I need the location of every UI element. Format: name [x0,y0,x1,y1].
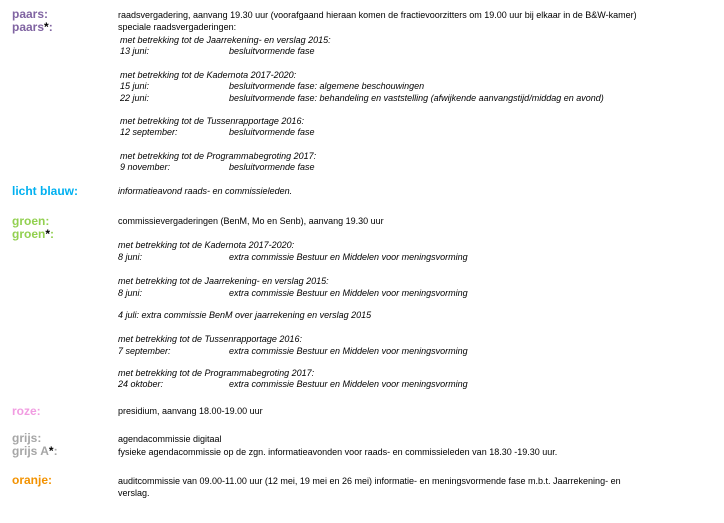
roze-text: presidium, aanvang 18.00-19.00 uur [118,406,263,416]
asterisk-mark: * [44,20,49,34]
groen-desc: extra commissie Bestuur en Middelen voor meningsvorming [229,288,468,298]
label-groen-star-text: groen [12,227,46,241]
groen-heading-kadernota: met betrekking tot de Kadernota 2017-2020: [118,240,295,250]
groen-desc: extra commissie Bestuur en Middelen voor meningsvorming [229,252,468,262]
paars-heading-kadernota: met betrekking tot de Kadernota 2017-2020: [120,70,297,80]
paars-line-2: speciale raadsvergaderingen: [118,22,237,32]
groen-heading-jaarrekening: met betrekking tot de Jaarrekening- en verslag 2015: [118,276,329,286]
oranje-line-2: verslag. [118,488,150,498]
groen-extra-commissie-4-juli: 4 juli: extra commissie BenM over jaarrekening en verslag 2015 [118,310,372,320]
paars-date: 15 juni: [120,81,150,91]
paars-heading-jaarrekening: met betrekking tot de Jaarrekening- en verslag 2015: [120,35,331,45]
groen-date: 8 juni: [118,252,143,262]
groen-desc: extra commissie Bestuur en Middelen voor meningsvorming [229,379,468,389]
label-groen-text: groen: [12,214,50,228]
label-grijs-a-colon: : [53,444,58,458]
label-licht-blauw [12,185,78,198]
grijs-line-2: fysieke agendacommissie op de zgn. informatieavonden voor raads- en commissieleden van 18.30 -19.30 uur. [118,447,558,457]
licht-blauw-text: informatieavond raads- en commissieleden. [118,186,293,196]
label-oranje-text: oranje: [12,473,53,487]
groen-date: 24 oktober: [118,379,164,389]
label-oranje [12,474,52,487]
oranje-line-1: auditcommissie van 09.00-11.00 uur (12 mei, 19 mei en 26 mei) informatie- en meningsvormende fase m.b.t. Jaarrekening- en [118,476,621,486]
groen-heading-programmabegroting: met betrekking tot de Programmabegroting 2017: [118,368,315,378]
paars-desc: besluitvormende fase: algemene beschouwingen [229,81,425,91]
label-paars-star [12,21,53,34]
groen-line-1: commissievergaderingen (BenM, Mo en Senb), aanvang 19.30 uur [118,216,384,226]
paars-desc: besluitvormende fase: behandeling en vaststelling (afwijkende aanvangstijd/middag en avond) [229,93,604,103]
paars-heading-tussenrapportage: met betrekking tot de Tussenrapportage 2016: [120,116,304,126]
paars-line-1: raadsvergadering, aanvang 19.30 uur (voorafgaand hieraan komen de fractievoorzitters om 19.00 uur bij elkaar in de B&W-kamer) [118,10,637,20]
grijs-line-1: agendacommissie digitaal [118,434,222,444]
label-licht-blauw-text: licht blauw: [12,184,78,198]
label-grijs-a [12,445,58,458]
label-groen-star [12,228,54,241]
label-grijs-text: grijs: [12,431,42,445]
paars-desc: besluitvormende fase [229,46,315,56]
label-roze [12,405,41,418]
label-groen-star-colon: : [50,227,55,241]
paars-date: 12 september: [120,127,178,137]
groen-date: 7 september: [118,346,171,356]
asterisk-mark: * [45,227,51,241]
groen-date: 8 juni: [118,288,143,298]
asterisk-mark: * [48,444,54,458]
paars-date: 22 juni: [120,93,150,103]
paars-heading-programmabegroting: met betrekking tot de Programmabegroting 2017: [120,151,317,161]
paars-desc: besluitvormende fase [229,127,315,137]
label-paars-star-colon: : [48,20,53,34]
label-grijs-a-text: grijs A [12,444,49,458]
label-roze-text: roze: [12,404,41,418]
label-paars-star-text: paars [12,20,45,34]
paars-desc: besluitvormende fase [229,162,315,172]
paars-date: 9 november: [120,162,171,172]
groen-desc: extra commissie Bestuur en Middelen voor meningsvorming [229,346,468,356]
paars-date: 13 juni: [120,46,150,56]
groen-heading-tussenrapportage: met betrekking tot de Tussenrapportage 2016: [118,334,302,344]
label-paars-text: paars: [12,7,49,21]
